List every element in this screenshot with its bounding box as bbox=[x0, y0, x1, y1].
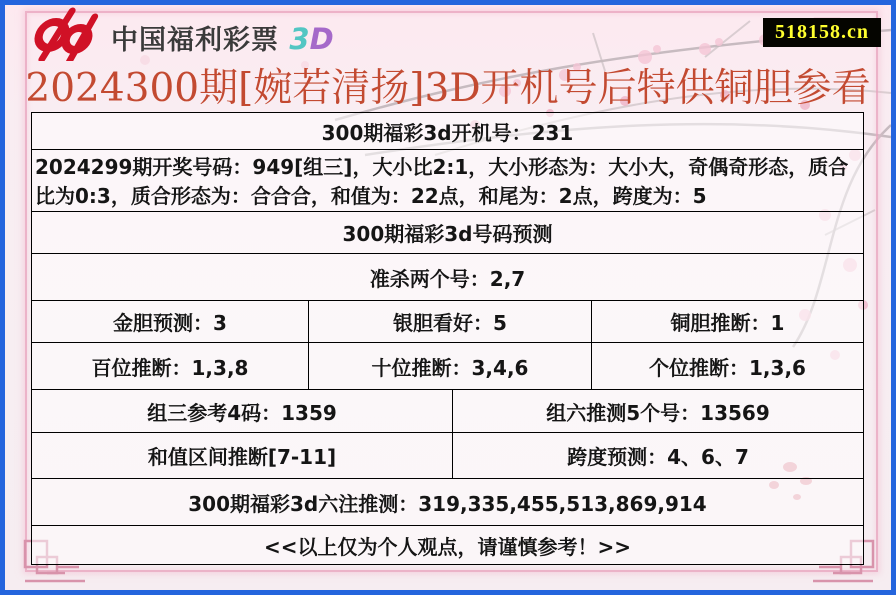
sum-range-cell: 和值区间推断[7-11] bbox=[147, 445, 337, 469]
brand-3d-label: 3D bbox=[289, 22, 334, 56]
position-prediction-row bbox=[32, 342, 863, 389]
span-prediction-cell: 跨度预测：4、6、7 bbox=[452, 433, 863, 478]
dan-prediction-row bbox=[32, 300, 863, 342]
last-draw-summary-row: 2024299期开奖号码：949[组三]，大小比2:1，大小形态为：大小大，奇偶奇形态，质合比为0:3，质合形态为：合合合，和值为：22点，和尾为：2点，跨度为：5 bbox=[32, 149, 863, 211]
silver-dan-cell: 银胆看好：5 bbox=[308, 301, 591, 342]
brand-title bbox=[111, 18, 334, 57]
six-picks-row: 300期福彩3d六注推测：319,335,455,513,869,914 bbox=[32, 478, 863, 525]
bronze-dan-cell: 铜胆推断：1 bbox=[591, 301, 863, 342]
kill-numbers-row: 准杀两个号：2,7 bbox=[32, 253, 863, 300]
china-welfare-lottery-logo-icon[interactable] bbox=[19, 7, 111, 61]
page-title: 2024300期[婉若清扬]3D开机号后特供铜胆参看 bbox=[25, 66, 871, 111]
hundreds-cell: 百位推断：1,3,8 bbox=[91, 355, 249, 380]
prediction-table bbox=[31, 112, 864, 565]
sum-span-row bbox=[32, 432, 863, 478]
section-header-row: 300期福彩3d号码预测 bbox=[32, 211, 863, 253]
group-reference-row bbox=[32, 389, 863, 432]
brand-text: 中国福利彩票 bbox=[111, 25, 279, 56]
disclaimer-row: <<以上仅为个人观点，请谨慎参考！>> bbox=[32, 525, 863, 565]
machine-number-row: 300期福彩3d开机号：231 bbox=[321, 120, 574, 145]
site-domain-badge[interactable]: 518158.cn bbox=[763, 18, 881, 47]
tens-cell: 十位推断：3,4,6 bbox=[308, 343, 591, 389]
units-cell: 个位推断：1,3,6 bbox=[591, 343, 863, 389]
group3-cell: 组三参考4码：1359 bbox=[147, 400, 337, 425]
gold-dan-cell: 金胆预测：3 bbox=[113, 311, 227, 335]
group6-cell: 组六推测5个号：13569 bbox=[452, 390, 863, 432]
